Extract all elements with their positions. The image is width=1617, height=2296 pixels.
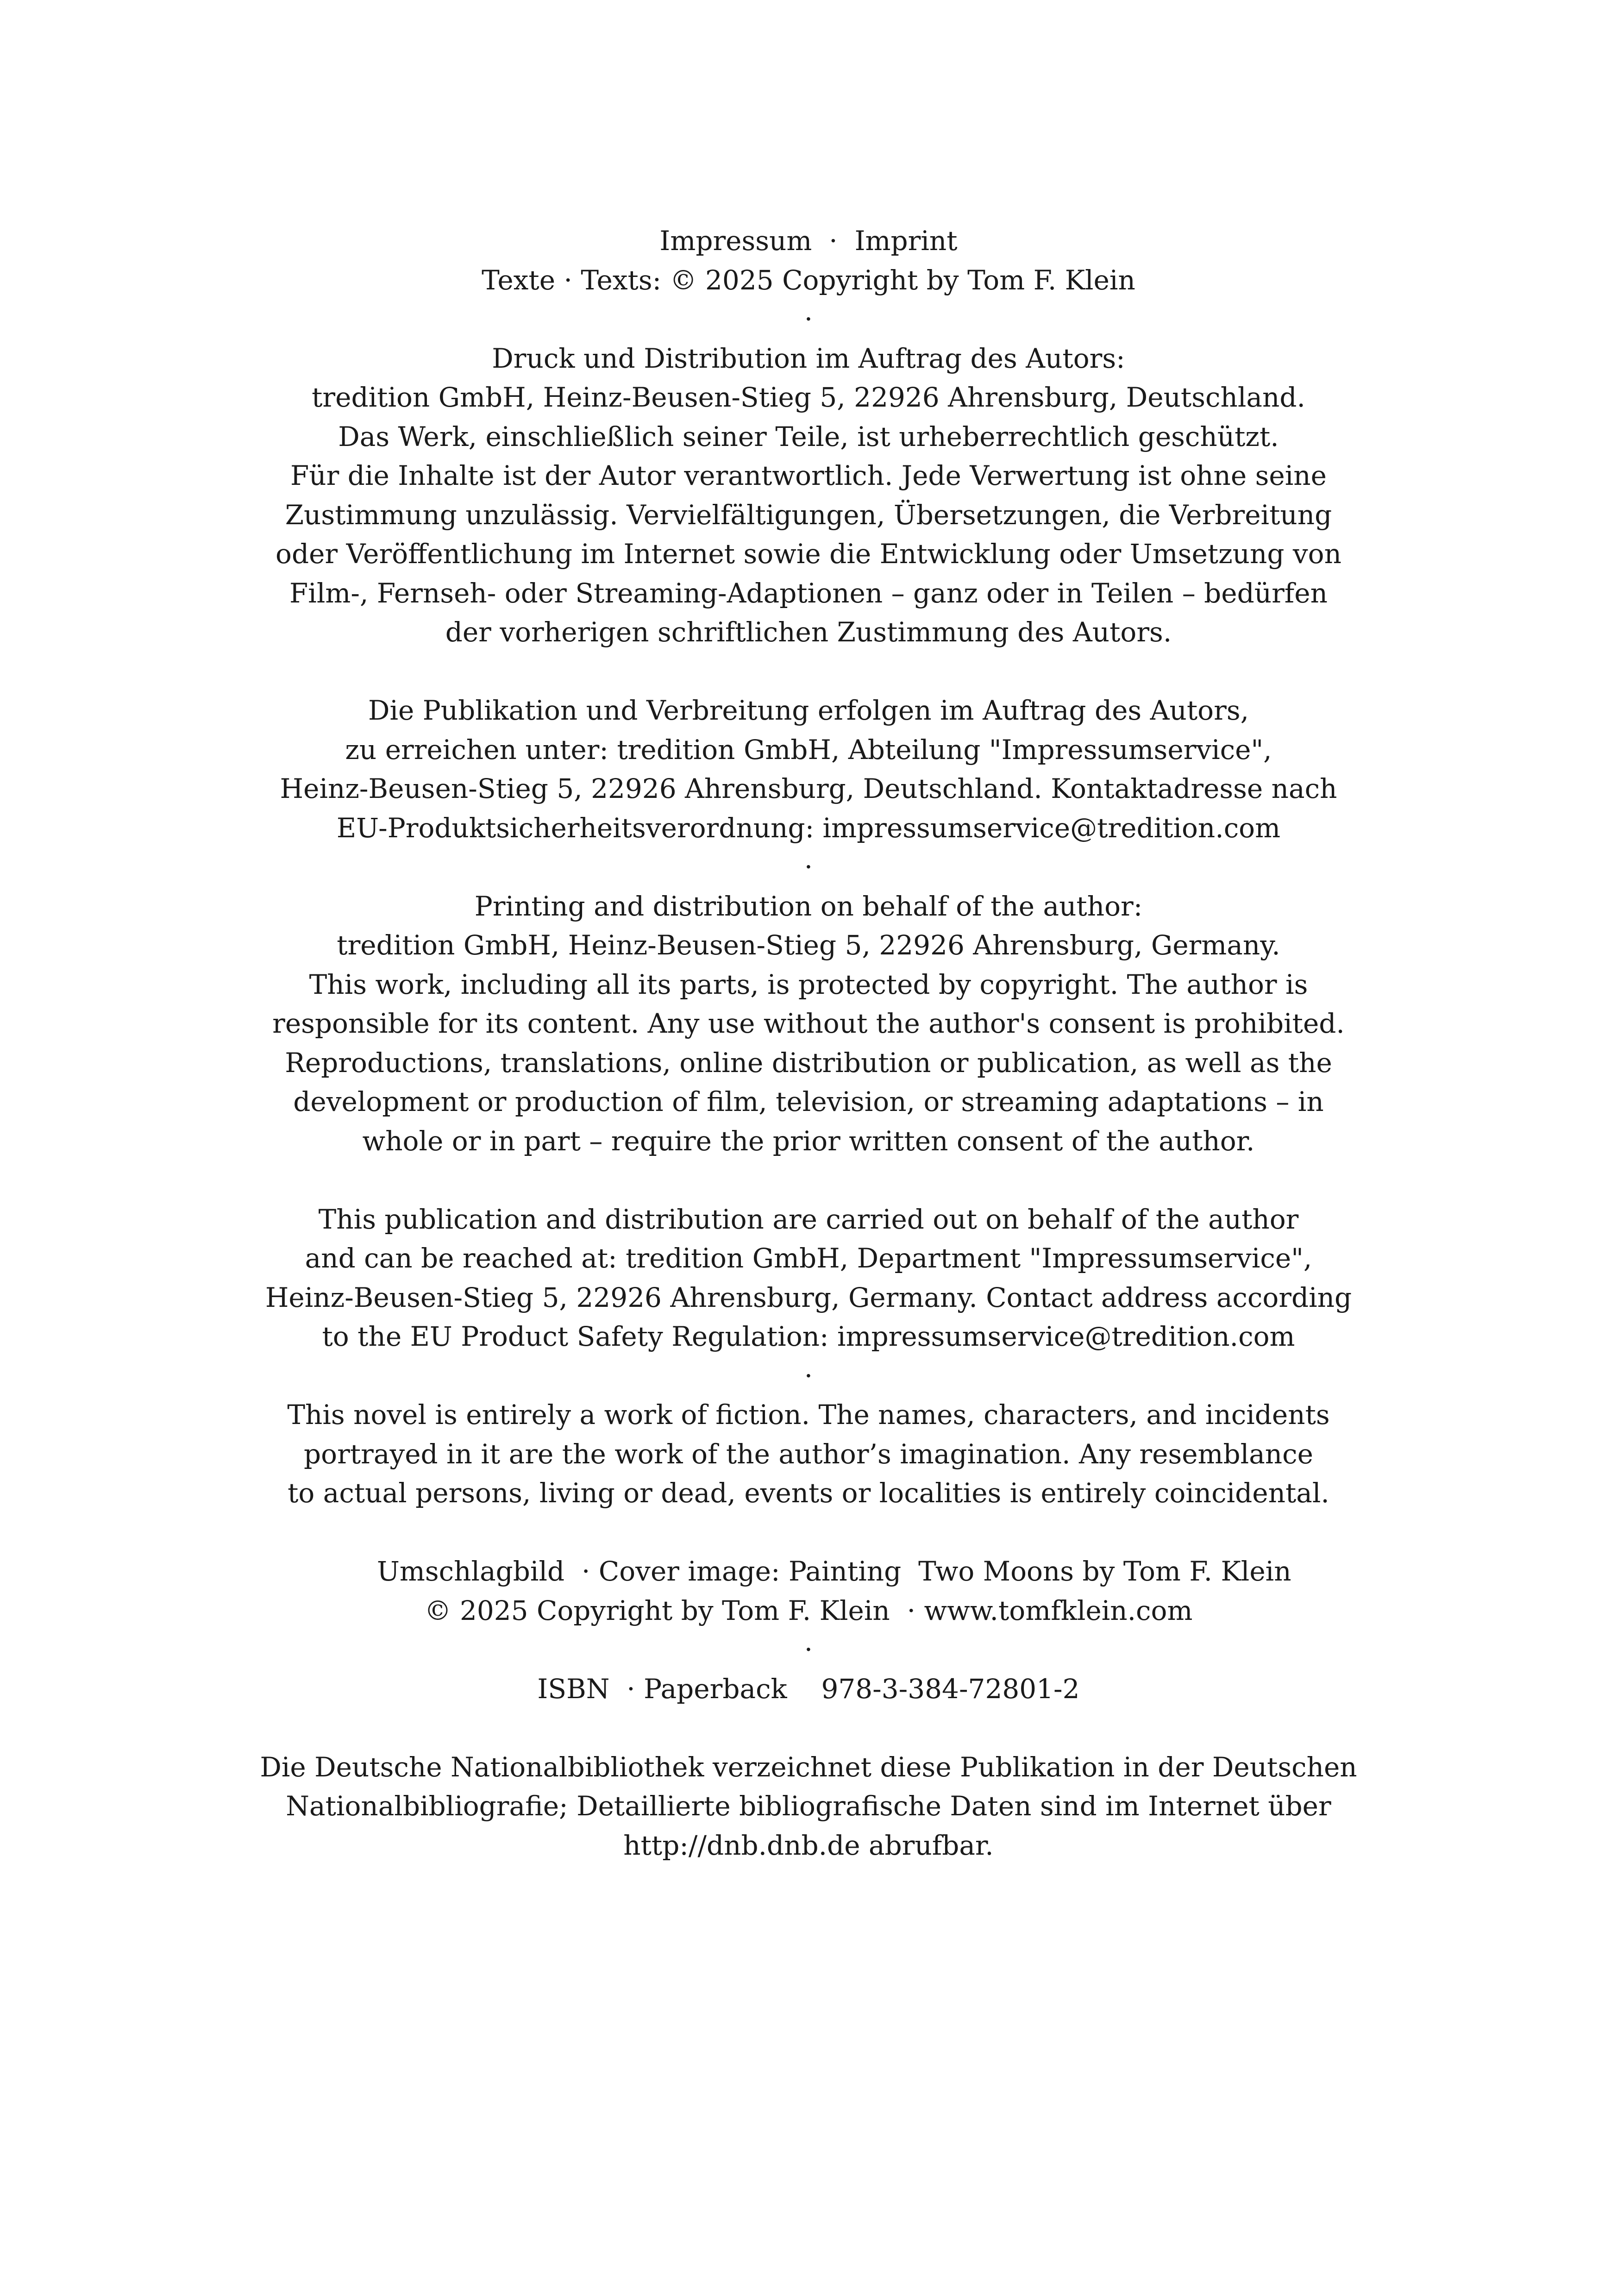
separator-dot: ·: [804, 1634, 813, 1665]
paragraph-gap: [0, 1513, 1617, 1552]
german-print-line: Film-, Fernseh- oder Streaming-Adaptionen – ganz oder in Teilen – bedürfen: [289, 577, 1328, 609]
dnb-notice-line: Nationalbibliografie; Detaillierte bibliografische Daten sind im Internet über: [286, 1790, 1331, 1822]
german-contact-line: Die Publikation und Verbreitung erfolgen im Auftrag des Autors,: [368, 695, 1249, 726]
separator-dot: ·: [804, 1360, 813, 1392]
german-print-line: der vorherigen schriftlichen Zustimmung des Autors.: [445, 616, 1172, 648]
fiction-disclaimer-line: portrayed in it are the work of the author’s imagination. Any resemblance: [304, 1438, 1313, 1470]
cover-copyright-line: © 2025 Copyright by Tom F. Klein · www.tomfklein.com: [424, 1594, 1193, 1626]
english-print-line: Reproductions, translations, online distribution or publication, as well as the: [285, 1047, 1332, 1079]
fiction-disclaimer-line: to actual persons, living or dead, events or localities is entirely coincidental.: [288, 1477, 1329, 1509]
german-print-line: Druck und Distribution im Auftrag des Autors:: [492, 342, 1125, 374]
english-print-line: tredition GmbH, Heinz-Beusen-Stieg 5, 22926 Ahrensburg, Germany.: [337, 929, 1280, 961]
english-contact-line: This publication and distribution are carried out on behalf of the author: [318, 1203, 1299, 1235]
texts-copyright-line: Texte · Texts: © 2025 Copyright by Tom F. Klein: [482, 264, 1135, 296]
german-print-line: Zustimmung unzulässig. Vervielfältigungen, Übersetzungen, die Verbreitung: [285, 499, 1332, 531]
paragraph-gap: [0, 652, 1617, 691]
cover-image-credit: Umschlagbild · Cover image: Painting Two Moons by Tom F. Klein: [326, 1556, 1291, 1587]
dnb-notice-line: http://dnb.dnb.de abrufbar.: [623, 1829, 994, 1861]
imprint-heading: Impressum · Imprint: [659, 225, 958, 257]
isbn-line: ISBN · Paperback 978-3-384-72801-2: [537, 1673, 1080, 1705]
separator-dot: ·: [804, 851, 813, 883]
german-print-line: Das Werk, einschließlich seiner Teile, ist urheberrechtlich geschützt.: [338, 420, 1279, 452]
german-contact-line: EU-Produktsicherheitsverordnung: impressumservice@tredition.com: [336, 812, 1281, 844]
separator-dot: ·: [804, 303, 813, 335]
imprint-text: [0, 221, 1617, 1865]
german-print-line: Für die Inhalte ist der Autor verantwortlich. Jede Verwertung ist ohne seine: [290, 460, 1327, 491]
german-print-line: oder Veröffentlichung im Internet sowie die Entwicklung oder Umsetzung von: [276, 538, 1341, 570]
english-contact-line: Heinz-Beusen-Stieg 5, 22926 Ahrensburg, Germany. Contact address according: [265, 1281, 1352, 1313]
english-print-line: whole or in part – require the prior written consent of the author.: [362, 1125, 1255, 1157]
paragraph-gap: [0, 1708, 1617, 1748]
english-print-line: responsible for its content. Any use without the author's consent is prohibited.: [272, 1008, 1345, 1039]
german-contact-line: Heinz-Beusen-Stieg 5, 22926 Ahrensburg, Deutschland. Kontaktadresse nach: [280, 773, 1337, 804]
english-contact-line: and can be reached at: tredition GmbH, Department "Impressumservice",: [305, 1242, 1312, 1274]
paragraph-gap: [0, 1161, 1617, 1200]
english-print-line: Printing and distribution on behalf of the author:: [474, 890, 1143, 922]
fiction-disclaimer-line: This novel is entirely a work of fiction. The names, characters, and incidents: [287, 1399, 1330, 1430]
german-print-line: tredition GmbH, Heinz-Beusen-Stieg 5, 22926 Ahrensburg, Deutschland.: [312, 382, 1305, 413]
english-contact-line: to the EU Product Safety Regulation: impressumservice@tredition.com: [322, 1321, 1295, 1352]
english-print-line: development or production of film, television, or streaming adaptations – in: [293, 1086, 1324, 1117]
dnb-notice-line: Die Deutsche Nationalbibliothek verzeichnet diese Publikation in der Deutschen: [260, 1751, 1357, 1783]
german-contact-line: zu erreichen unter: tredition GmbH, Abteilung "Impressumservice",: [345, 734, 1272, 765]
english-print-line: This work, including all its parts, is protected by copyright. The author is: [309, 968, 1308, 1000]
